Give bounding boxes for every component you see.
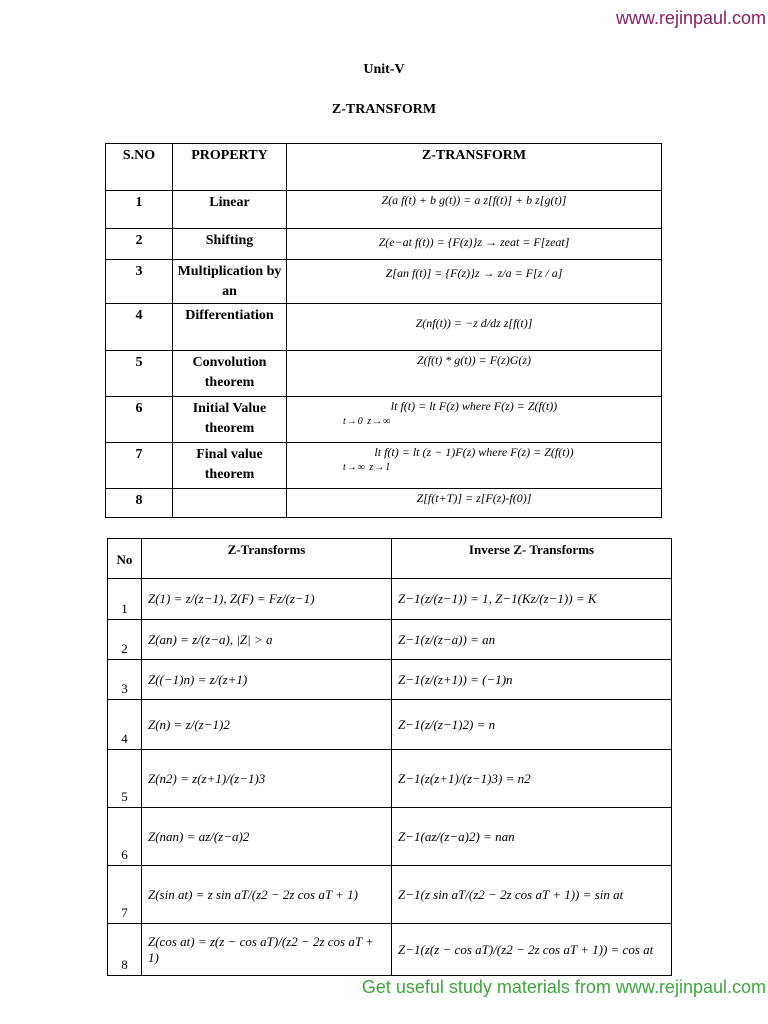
formula-cell: Z[f(t+T)] = z[F(z)-f(0)]	[287, 489, 662, 518]
limit-subscripts: t→∞ z→1	[343, 462, 392, 473]
property-cell: Differentiation	[173, 304, 287, 351]
property-cell: Final value theorem	[173, 443, 287, 489]
footer-note[interactable]: Get useful study materials from www.rejinpaul.com	[361, 977, 766, 997]
property-cell: Initial Value theorem	[173, 397, 287, 443]
formula-cell: Z(a f(t) + b g(t)) = a z[f(t)] + b z[g(t)]	[287, 191, 662, 229]
row-number: 4	[108, 700, 142, 750]
table-row	[108, 924, 672, 976]
table-row	[108, 808, 672, 866]
row-number: 1	[108, 579, 142, 620]
sno-cell: 1	[106, 191, 173, 229]
sno-cell: 6	[106, 397, 173, 443]
row-number: 7	[108, 866, 142, 924]
property-cell: Shifting	[173, 229, 287, 260]
inverse-cell: Z−1(az/(z−a)2) = nan	[392, 808, 672, 866]
table-row	[106, 304, 662, 351]
limit-subscripts: t→0 z→∞	[343, 416, 392, 427]
inverse-cell: Z−1(z/(z+1)) = (−1)n	[392, 660, 672, 700]
table-row	[106, 489, 662, 518]
inverse-cell: Z−1(z(z+1)/(z−1)3) = n2	[392, 750, 672, 808]
header-z-transforms: Z-Transforms	[142, 539, 392, 579]
table-row	[106, 229, 662, 260]
sno-cell: 2	[106, 229, 173, 260]
z-transform-cell: Z(n2) = z(z+1)/(z−1)3	[142, 750, 392, 808]
header-inverse-z-transforms: Inverse Z- Transforms	[392, 539, 672, 579]
header-z-transform: Z-TRANSFORM	[287, 144, 662, 191]
page-heading: Z-TRANSFORM	[331, 102, 437, 117]
table-row	[106, 397, 662, 443]
row-number: 5	[108, 750, 142, 808]
table-row	[106, 443, 662, 489]
formula-cell: Z[an f(t)] = {F(z)}z → z/a = F[z / a]	[287, 260, 662, 304]
property-cell: Multiplication by an	[173, 260, 287, 304]
inverse-cell: Z−1(z/(z−1)) = 1, Z−1(Kz/(z−1)) = K	[392, 579, 672, 620]
formula-cell: Z(nf(t)) = −z d/dz z[f(t)]	[287, 304, 662, 351]
table-row	[108, 660, 672, 700]
transforms-table	[107, 538, 672, 976]
property-cell: Linear	[173, 191, 287, 229]
row-number: 2	[108, 620, 142, 660]
table-row	[108, 866, 672, 924]
table-row	[108, 620, 672, 660]
inverse-cell: Z−1(z(z − cos aT)/(z2 − 2z cos aT + 1)) = cos at	[392, 924, 672, 976]
formula-cell	[287, 443, 662, 489]
sno-cell: 7	[106, 443, 173, 489]
site-url[interactable]: www.rejinpaul.com	[615, 8, 766, 28]
header-property: PROPERTY	[173, 144, 287, 191]
unit-title: Unit-V	[363, 62, 405, 77]
header-sno: S.NO	[106, 144, 173, 191]
inverse-cell: Z−1(z/(z−a)) = an	[392, 620, 672, 660]
formula-cell: Z(e−at f(t)) = {F(z)}z → zeat = F[zeat]	[287, 229, 662, 260]
z-transform-cell: Z(sin at) = z sin aT/(z2 − 2z cos aT + 1)	[142, 866, 392, 924]
inverse-cell: Z−1(z sin aT/(z2 − 2z cos aT + 1)) = sin at	[392, 866, 672, 924]
z-transform-cell: Z(n) = z/(z−1)2	[142, 700, 392, 750]
table-row	[108, 700, 672, 750]
table-row	[106, 351, 662, 397]
table-row	[108, 750, 672, 808]
formula-text: lt f(t) = lt (z − 1)F(z) where F(z) = Z(f(t))	[374, 445, 574, 459]
row-number: 8	[108, 924, 142, 976]
z-transform-cell: Z(1) = z/(z−1), Z(F) = Fz/(z−1)	[142, 579, 392, 620]
formula-cell	[287, 397, 662, 443]
formula-text: lt f(t) = lt F(z) where F(z) = Z(f(t))	[390, 399, 558, 413]
table-row	[108, 579, 672, 620]
table-row	[106, 260, 662, 304]
z-transform-cell: Z(an) = z/(z−a), |Z| > a	[142, 620, 392, 660]
z-transform-cell: Z((−1)n) = z/(z+1)	[142, 660, 392, 700]
sno-cell: 4	[106, 304, 173, 351]
formula-cell: Z(f(t) * g(t)) = F(z)G(z)	[287, 351, 662, 397]
row-number: 6	[108, 808, 142, 866]
property-cell	[173, 489, 287, 518]
sno-cell: 8	[106, 489, 173, 518]
row-number: 3	[108, 660, 142, 700]
inverse-cell: Z−1(z/(z−1)2) = n	[392, 700, 672, 750]
z-transform-cell: Z(nan) = az/(z−a)2	[142, 808, 392, 866]
z-transform-cell: Z(cos at) = z(z − cos aT)/(z2 − 2z cos aT + 1)	[142, 924, 392, 976]
properties-table	[105, 143, 662, 518]
property-cell: Convolution theorem	[173, 351, 287, 397]
header-no: No	[108, 539, 142, 579]
sno-cell: 5	[106, 351, 173, 397]
table-row	[106, 191, 662, 229]
sno-cell: 3	[106, 260, 173, 304]
